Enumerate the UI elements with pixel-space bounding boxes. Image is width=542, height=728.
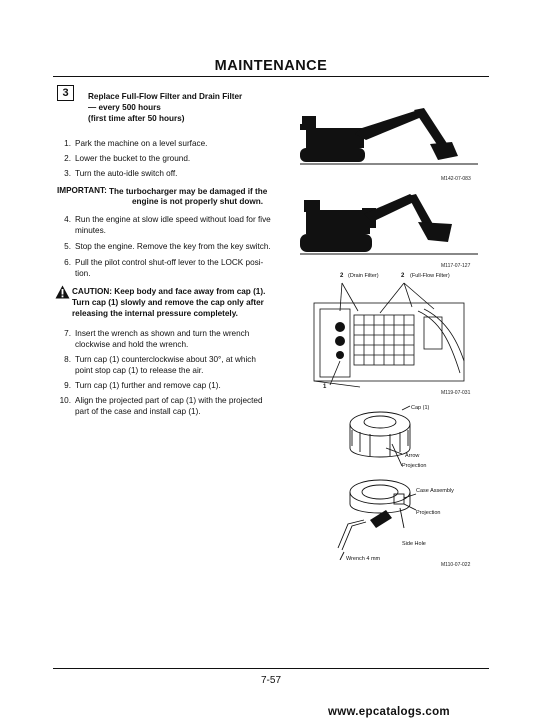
step-text: Lower the bucket to the ground. xyxy=(75,154,191,163)
excavator-bucket-lowered-illustration xyxy=(300,98,480,168)
page-title: MAINTENANCE xyxy=(214,58,328,74)
heading-line: — every 500 hours xyxy=(88,103,161,112)
projection-label: Projection xyxy=(416,510,441,516)
step-number: 6. xyxy=(64,258,71,267)
figure-code: M142-07-083 xyxy=(441,176,471,182)
important-label: IMPORTANT: xyxy=(57,186,107,195)
side-hole-label: Side Hole xyxy=(402,541,426,547)
steps-list-a xyxy=(57,138,287,178)
drain-filter-label: (Drain Filter) xyxy=(348,273,379,279)
step-text: part of the case and install cap (1). xyxy=(75,407,201,416)
step-number: 9. xyxy=(64,381,71,390)
wrench-label: Wrench 4 mm xyxy=(346,556,381,562)
cap-label: Cap (1) xyxy=(411,405,430,411)
callout-number: 2 xyxy=(340,273,344,279)
step-text: point stop cap (1) to release the air. xyxy=(75,366,204,375)
step-number: 4. xyxy=(64,215,71,224)
step-text: Turn cap (1) further and remove cap (1). xyxy=(75,381,221,390)
step-number: 10. xyxy=(59,396,71,405)
steps-list-c xyxy=(55,328,295,418)
caution-text xyxy=(72,286,292,319)
filter-location-illustration xyxy=(300,281,476,389)
important-line-1: The turbocharger may be damaged if the xyxy=(109,187,268,196)
cap-and-wrench-illustration xyxy=(330,400,470,560)
heading-line: (first time after 50 hours) xyxy=(88,114,185,123)
caution-line: releasing the internal pressure completely. xyxy=(72,309,238,318)
callout-number: 1 xyxy=(323,384,327,390)
step-text: clockwise and hold the wrench. xyxy=(75,340,189,349)
figure-code: M117-07-127 xyxy=(441,263,471,269)
figure-code: M119-07-031 xyxy=(441,390,471,396)
step-text: Stop the engine. Remove the key from the key switch. xyxy=(75,242,271,251)
step-number: 8. xyxy=(64,355,71,364)
page-number: 7-57 xyxy=(260,675,281,686)
watermark: www.epcatalogs.com xyxy=(328,706,450,718)
step-text: Run the engine at slow idle speed without load for five xyxy=(75,215,271,224)
projection-label: Projection xyxy=(402,463,427,469)
section-heading xyxy=(88,91,242,124)
step-number: 5. xyxy=(64,242,71,251)
callout-number: 2 xyxy=(401,273,405,279)
step-text: Turn the auto-idle switch off. xyxy=(75,169,178,178)
step-number: 2. xyxy=(64,154,71,163)
step-text: Pull the pilot control shut-off lever to the LOCK posi- xyxy=(75,258,264,267)
heading-line: Replace Full-Flow Filter and Drain Filter xyxy=(88,92,243,101)
warning-triangle-icon xyxy=(55,285,70,299)
step-text: Park the machine on a level surface. xyxy=(75,139,208,148)
step-number: 7. xyxy=(64,329,71,338)
step-badge: 3 xyxy=(57,85,74,101)
caution-line: CAUTION: Keep body and face away from cap (1). xyxy=(72,287,266,296)
steps-list-b xyxy=(57,214,292,284)
header-rule xyxy=(53,76,489,77)
step-text: Align the projected part of cap (1) with the projected xyxy=(75,396,263,405)
arrow-label: Arrow xyxy=(405,453,420,459)
caution-line: Turn cap (1) slowly and remove the cap only after xyxy=(72,298,264,307)
case-assembly-label: Case Assembly xyxy=(416,488,454,494)
footer-rule xyxy=(53,668,489,669)
figure-code: M110-07-022 xyxy=(441,562,471,568)
step-text: minutes. xyxy=(75,226,106,235)
step-text: Insert the wrench as shown and turn the wrench xyxy=(75,329,250,338)
full-flow-filter-label: (Full-Flow Filter) xyxy=(410,273,450,279)
excavator-bucket-ground-illustration xyxy=(300,190,480,260)
step-number: 3. xyxy=(64,169,71,178)
step-number: 1. xyxy=(64,139,71,148)
important-line-2: engine is not properly shut down. xyxy=(132,197,264,206)
step-text: Turn cap (1) counterclockwise about 30°, at which xyxy=(75,355,256,364)
step-text: tion. xyxy=(75,269,91,278)
